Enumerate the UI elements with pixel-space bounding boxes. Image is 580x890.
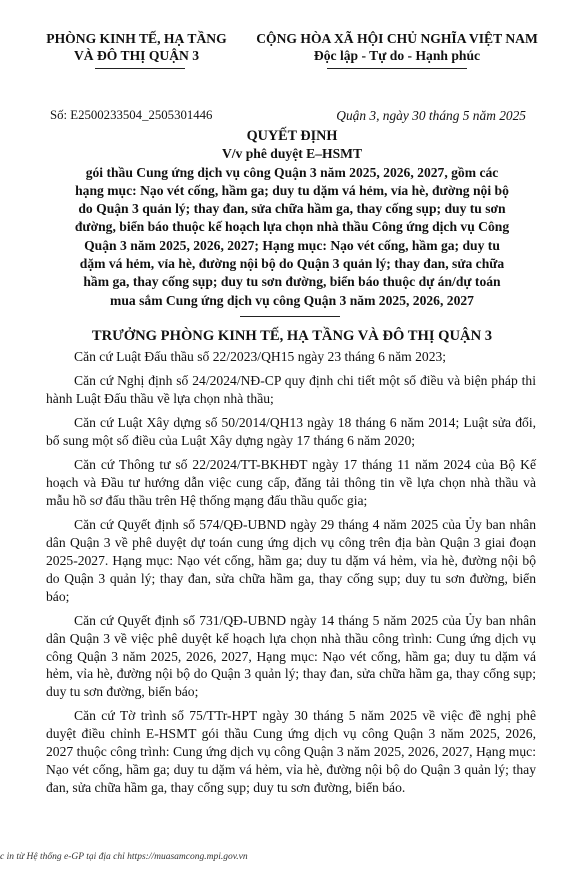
place-and-date: Quận 3, ngày 30 tháng 5 năm 2025 — [336, 108, 526, 123]
title-line: đường, biển báo thuộc kế hoạch lựa chọn nhà thầu Công ứng dịch vụ Công — [74, 219, 510, 235]
title-line: hạng mục: Nạo vét cống, hầm ga; duy tu dặm vá hẻm, vỉa hè, đường nội bộ — [75, 182, 509, 198]
basis-paragraph: Căn cứ Quyết định số 731/QĐ-UBND ngày 14 tháng 5 năm 2025 của Ủy ban nhân dân Quận 3 về việc phê duyệt kế hoạch lựa chọn nhà thầu công trình: Cung ứng dịch vụ công Quận 3 năm 2025, 2026, 2027, Hạng mục: Nạo vét cống, hầm ga; duy tu dặm vá hẻm, vỉa hè, đường nội bộ do Quận 3 quản lý; thay đan, sửa chữa hầm ga, thay cống sụp; duy tu sơn đường, biển báo; — [46, 612, 536, 700]
basis-paragraph: Căn cứ Quyết định số 574/QĐ-UBND ngày 29 tháng 4 năm 2025 của Ủy ban nhân dân Quận 3 về phê duyệt dự toán cung ứng dịch vụ công trên địa bàn Quận 3 giai đoạn 2025-2027. Hạng mục: Nạo vét cống, hầm ga; duy tu dặm vá hẻm, vỉa hè, đường nội bộ do Quận 3 quản lý; thay đan, sửa chữa hầm ga, thay cống sụp; duy tu sơn đường, biển báo; — [46, 517, 536, 604]
source-footer: c in từ Hệ thống e-GP tại địa chỉ https://muasamcong.mpi.gov.vn — [0, 852, 248, 862]
authority-heading: TRƯỞNG PHÒNG KINH TẾ, HẠ TẦNG VÀ ĐÔ THỊ QUẬN 3 — [91, 328, 493, 344]
title-line: gói thầu Cung ứng dịch vụ công Quận 3 năm 2025, 2026, 2027, gồm các — [85, 164, 499, 180]
title-line: dặm vá hẻm, vỉa hè, đường nội bộ do Quận 3 quản lý; thay đan, sửa chữa — [79, 256, 505, 272]
decision-heading: QUYẾT ĐỊNH — [246, 128, 338, 144]
agency-name-line1: PHÒNG KINH TẾ, HẠ TẦNG — [46, 31, 227, 46]
basis-paragraph: Căn cứ Luật Xây dựng số 50/2014/QH13 ngày 18 tháng 6 năm 2014; Luật sửa đổi, bổ sung một số điều của Luật Xây dựng ngày 17 tháng 6 năm 2020; — [46, 415, 536, 448]
nation-name: CỘNG HÒA XÃ HỘI CHỦ NGHĨA VIỆT NAM — [256, 31, 538, 46]
agency-underline — [95, 68, 185, 69]
basis-paragraph: Căn cứ Tờ trình số 75/TTr-HPT ngày 30 tháng 5 năm 2025 về việc đề nghị phê duyệt điều chỉnh E-HSMT gói thầu Cung ứng dịch vụ công Quận 3 năm 2025, 2026, 2027 thuộc công trình: Cung ứng dịch vụ công Quận 3 năm 2025, 2026, 2027, Hạng mục: Nạo vét cống, hầm ga; duy tu dặm vá hẻm, vỉa hè, đường nội bộ do Quận 3 quản lý; thay đan, sửa chữa hầm ga, thay cống sụp; duy tu sơn đường, biển báo. — [46, 708, 536, 796]
agency-name-line2: VÀ ĐÔ THỊ QUẬN 3 — [73, 48, 200, 63]
basis-paragraph: Căn cứ Luật Đấu thầu số 22/2023/QH15 ngày 23 tháng 6 năm 2023; — [74, 349, 447, 364]
title-line: hầm ga, thay cống sụp; duy tu sơn đường, biển báo thuộc dự án/dự toán — [83, 274, 501, 290]
basis-paragraph: Căn cứ Nghị định số 24/2024/NĐ-CP quy định chi tiết một số điều và biện pháp thi hành Luật Đấu thầu về lựa chọn nhà thầu; — [46, 373, 536, 406]
decision-title-block — [36, 127, 548, 310]
decision-subject: V/v phê duyệt E–HSMT — [221, 146, 363, 162]
title-line: do Quận 3 quản lý; thay đan, sửa chữa hầm ga, thay cống sụp; duy tu sơn — [78, 201, 506, 217]
national-motto — [232, 30, 562, 64]
motto-underline — [327, 68, 467, 69]
document-number: Số: E2500233504_2505301446 — [50, 108, 213, 122]
legal-bases — [46, 348, 536, 803]
issuing-agency — [34, 30, 239, 64]
title-line: mua sắm Cung ứng dịch vụ công Quận 3 năm 2025, 2026, 2027 — [110, 292, 474, 308]
motto-text: Độc lập - Tự do - Hạnh phúc — [313, 48, 481, 63]
title-underline — [240, 316, 340, 317]
title-line: Quận 3 năm 2025, 2026, 2027; Hạng mục: Nạo vét cống, hầm ga; duy tu — [84, 237, 500, 253]
basis-paragraph: Căn cứ Thông tư số 22/2024/TT-BKHĐT ngày 17 tháng 11 năm 2024 của Bộ Kế hoạch và Đầu tư hướng dẫn việc cung cấp, đăng tải thông tin về lựa chọn nhà thầu và mẫu hồ sơ đấu thầu trên Hệ thống mạng đấu thầu quốc gia; — [46, 457, 536, 508]
